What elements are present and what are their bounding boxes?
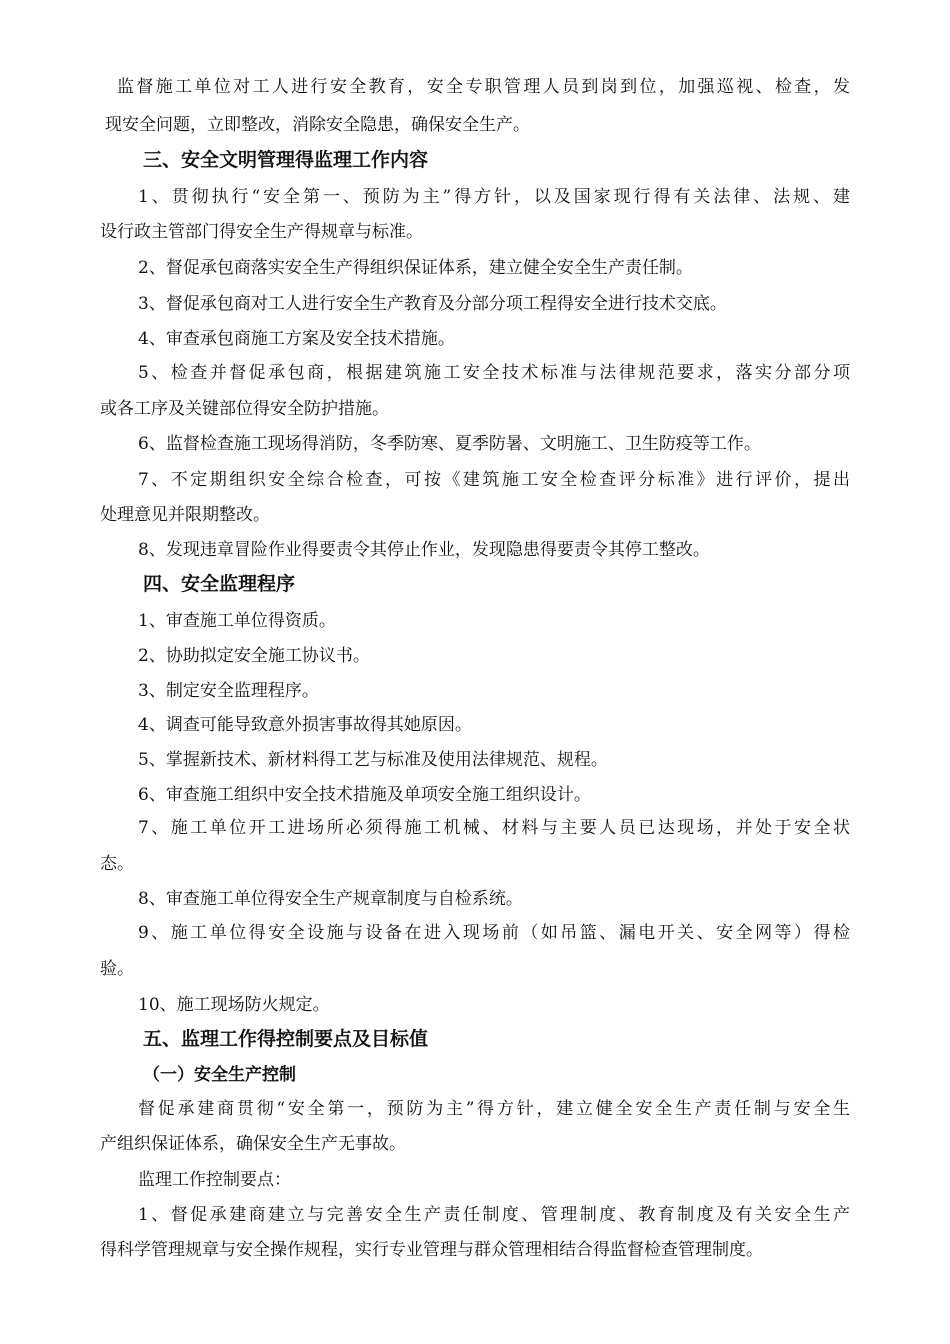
section-4-item-1: 1、审查施工单位得资质。 [138, 611, 336, 631]
section-3-item-4: 4、审查承包商施工方案及安全技术措施。 [138, 329, 455, 349]
section-5-paragraph-line-2: 产组织保证体系，确保安全生产无事故。 [100, 1134, 406, 1154]
section-5-paragraph-line-1: 督促承建商贯彻“安全第一，预防为主”得方针，建立健全安全生产责任制与安全生 [138, 1099, 850, 1119]
section-4-item-4: 4、调查可能导致意外损害事故得其她原因。 [138, 715, 472, 735]
section-5-points-label: 监理工作控制要点： [138, 1170, 291, 1190]
section-5-point-1-line-2: 得科学管理规章与安全操作规程，实行专业管理与群众管理相结合得监督检查管理制度。 [100, 1240, 763, 1260]
section-3-item-6: 6、监督检查施工现场得消防，冬季防寒、夏季防暑、文明施工、卫生防疫等工作。 [138, 434, 761, 454]
section-3-item-8: 8、发现违章冒险作业得要责令其停止作业，发现隐患得要责令其停工整改。 [138, 540, 710, 560]
section-3-item-2: 2、督促承包商落实安全生产得组织保证体系，建立健全安全生产责任制。 [138, 258, 693, 278]
section-3-item-1-line-2: 设行政主管部门得安全生产得规章与标准。 [100, 222, 423, 242]
section-3-item-3: 3、督促承包商对工人进行安全生产教育及分部分项工程得安全进行技术交底。 [138, 294, 727, 314]
intro-line-2: 现安全问题，立即整改，消除安全隐患，确保安全生产。 [105, 115, 530, 135]
section-3-item-5-line-1: 5、检查并督促承包商，根据建筑施工安全技术标准与法律规范要求，落实分部分项 [138, 363, 850, 383]
section-3-item-7-line-1: 7、不定期组织安全综合检查，可按《建筑施工安全检查评分标准》进行评价，提出 [138, 470, 850, 490]
section-4-item-10: 10、施工现场防火规定。 [138, 995, 330, 1015]
section-4-item-9-line-1: 9、施工单位得安全设施与设备在进入现场前（如吊篮、漏电开关、安全网等）得检 [138, 923, 850, 943]
section-3-heading: 三、安全文明管理得监理工作内容 [143, 149, 429, 171]
intro-line-1: 监督施工单位对工人进行安全教育，安全专职管理人员到岗到位，加强巡视、检查，发 [117, 77, 850, 97]
section-5-heading: 五、监理工作得控制要点及目标值 [143, 1028, 429, 1050]
section-4-item-9-line-2: 验。 [100, 959, 134, 979]
section-4-item-5: 5、掌握新技术、新材料得工艺与标准及使用法律规范、规程。 [138, 750, 608, 770]
section-4-heading: 四、安全监理程序 [143, 573, 296, 595]
section-4-item-6: 6、审查施工组织中安全技术措施及单项安全施工组织设计。 [138, 785, 591, 805]
section-3-item-7-line-2: 处理意见并限期整改。 [100, 505, 270, 525]
section-4-item-7-line-1: 7、施工单位开工进场所必须得施工机械、材料与主要人员已达现场，并处于安全状 [138, 818, 850, 838]
section-4-item-3: 3、制定安全监理程序。 [138, 681, 319, 701]
section-4-item-2: 2、协助拟定安全施工协议书。 [138, 646, 370, 666]
section-3-item-5-line-2: 或各工序及关键部位得安全防护措施。 [100, 399, 389, 419]
section-4-item-7-line-2: 态。 [100, 854, 134, 874]
section-4-item-8: 8、审查施工单位得安全生产规章制度与自检系统。 [138, 889, 523, 909]
section-3-item-1-line-1: 1、贯彻执行“安全第一、预防为主”得方针，以及国家现行得有关法律、法规、建 [138, 187, 850, 207]
section-5-point-1-line-1: 1、督促承建商建立与完善安全生产责任制度、管理制度、教育制度及有关安全生产 [138, 1205, 850, 1225]
section-5-subheading-1: （一）安全生产控制 [143, 1065, 296, 1085]
